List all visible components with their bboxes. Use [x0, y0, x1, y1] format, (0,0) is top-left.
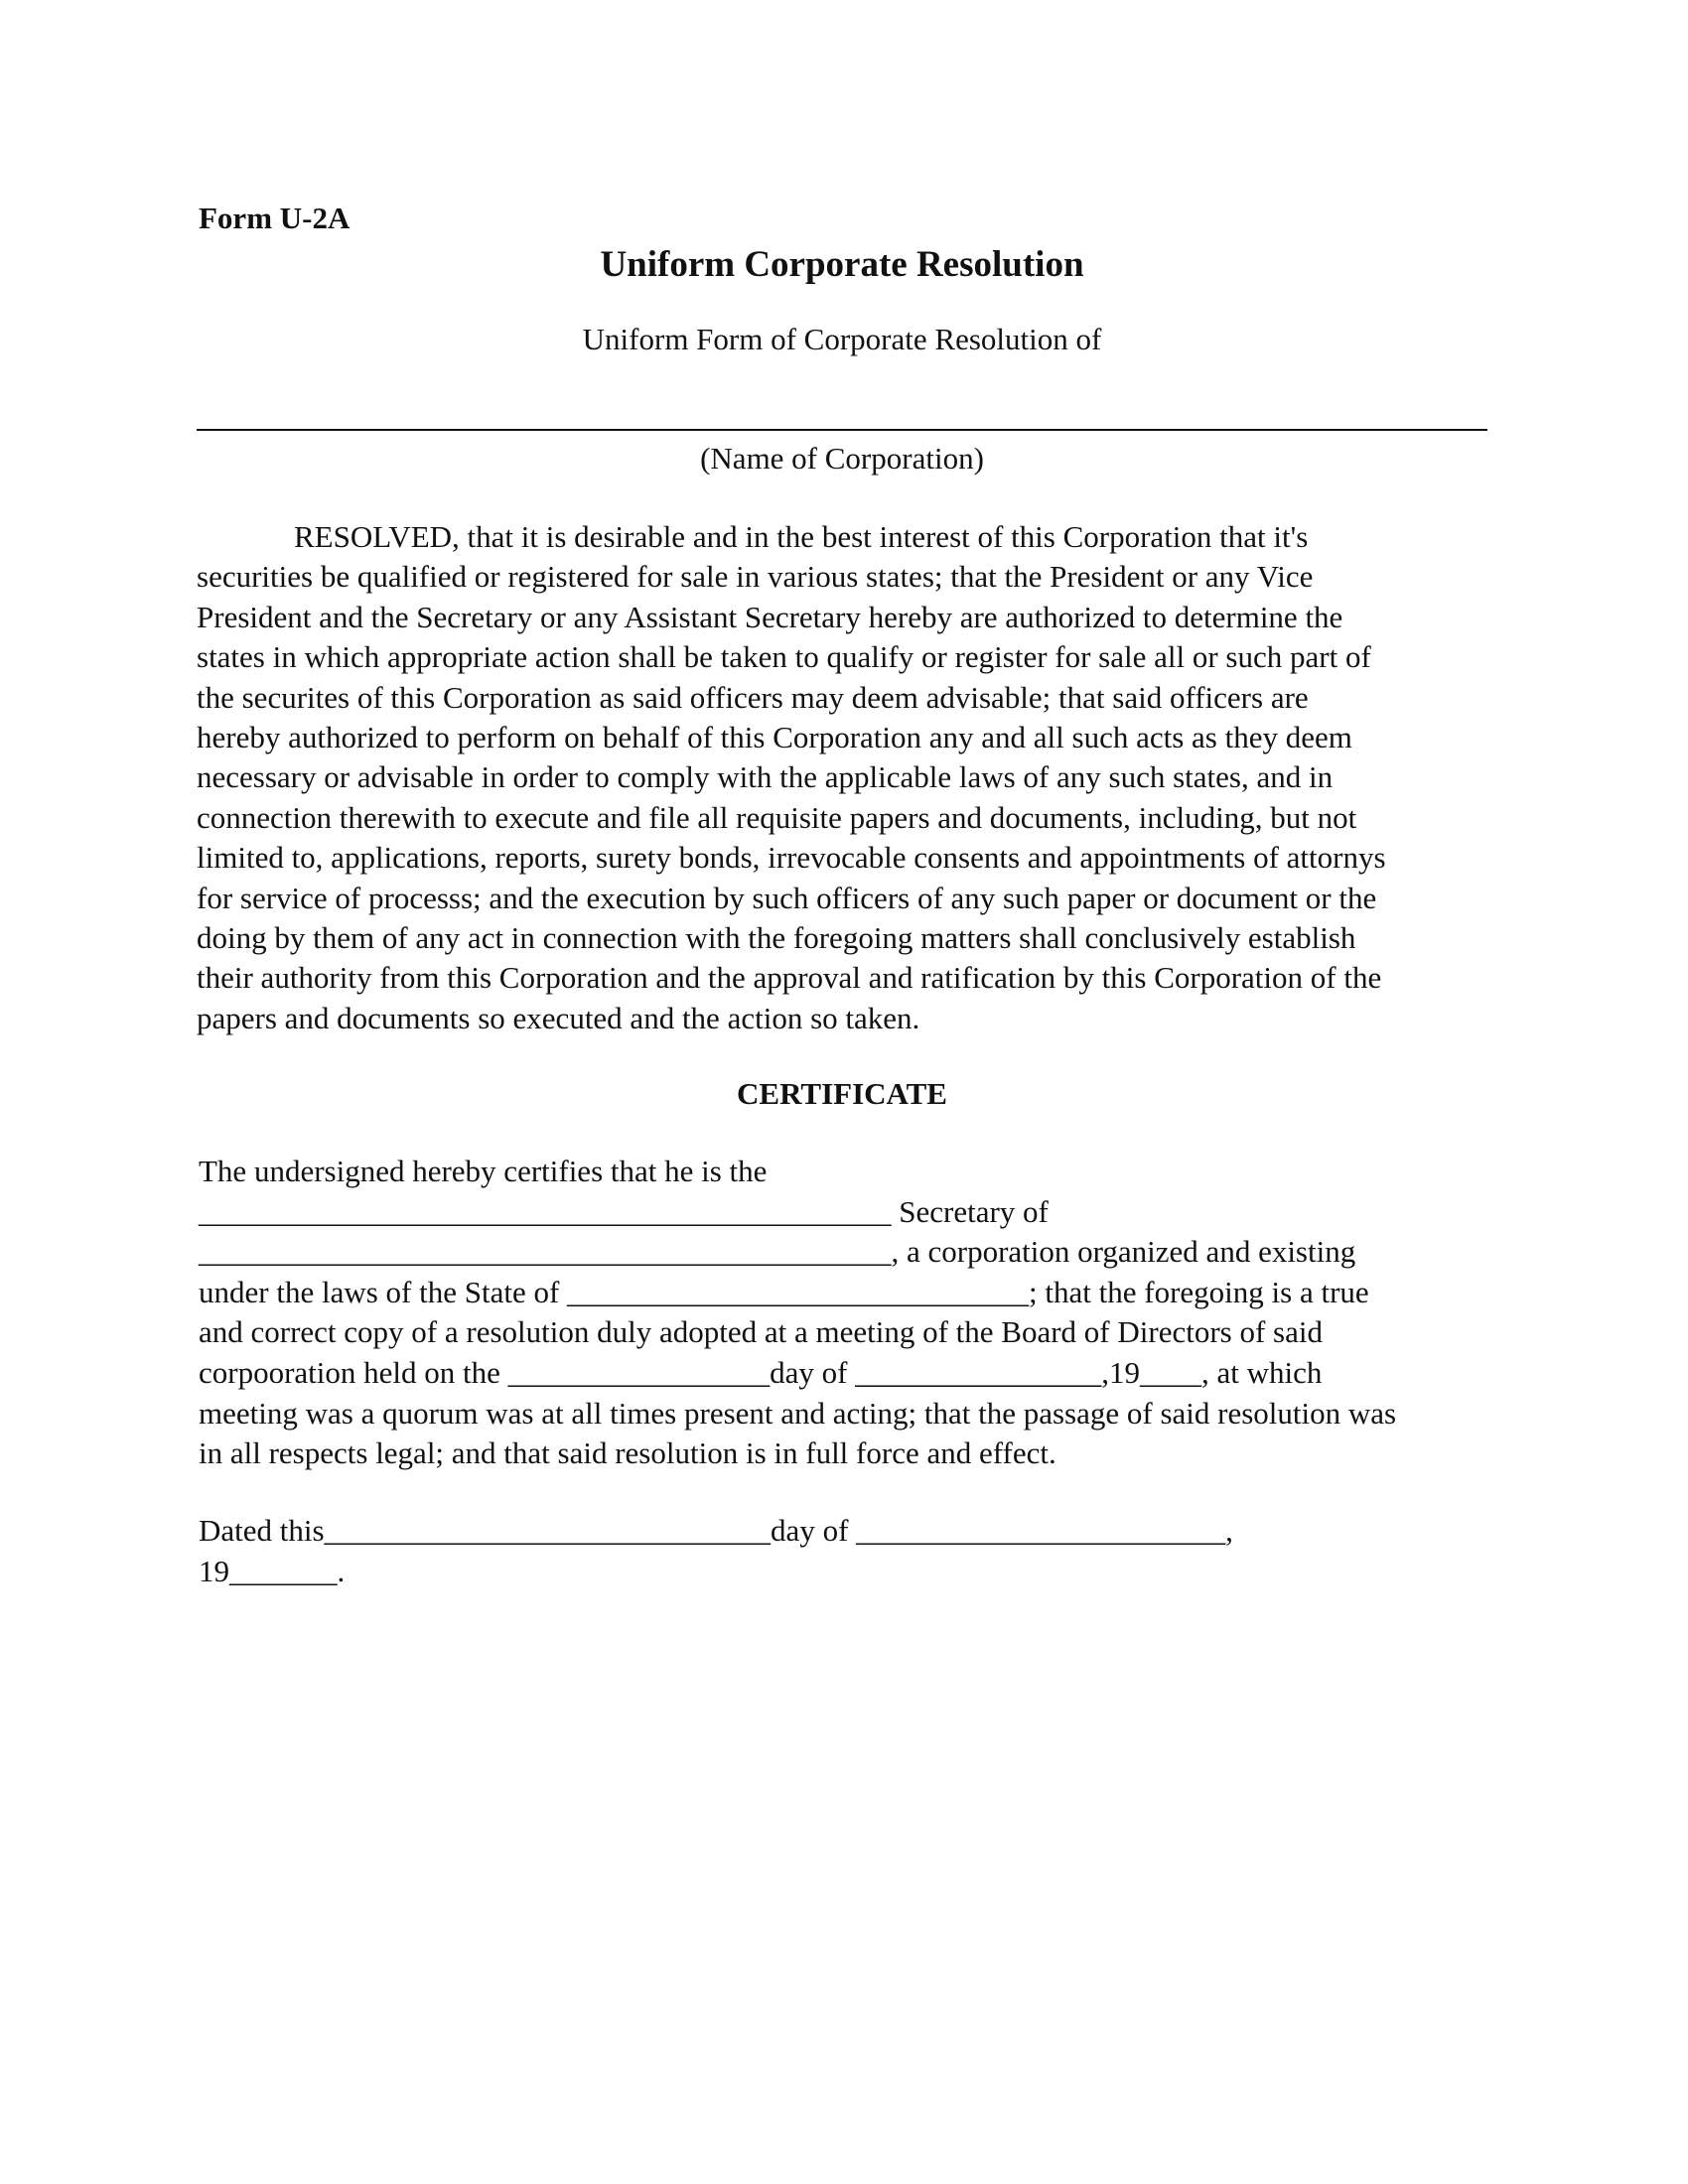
resolution-line: states in which appropriate action shall be taken to qualify or register for sale all or such part of: [197, 639, 1371, 675]
resolution-line: limited to, applications, reports, surety bonds, irrevocable consents and appointments of attornys: [197, 840, 1386, 876]
dated-line: 19_______.: [199, 1553, 346, 1588]
dated-line: Dated this_____________________________day of ________________________,: [199, 1513, 1233, 1548]
resolution-line: securities be qualified or registered for sale in various states; that the President or any Vice: [197, 559, 1314, 595]
resolution-line: doing by them of any act in connection with the foregoing matters shall conclusively establish: [197, 920, 1356, 956]
corporation-name-blank: [197, 429, 1487, 431]
certificate-line: in all respects legal; and that said resolution is in full force and effect.: [199, 1435, 1056, 1471]
resolution-line: necessary or advisable in order to comply with the applicable laws of any such states, and in: [197, 759, 1334, 795]
certificate-line: meeting was a quorum was at all times present and acting; that the passage of said resolution was: [199, 1395, 1397, 1431]
dated-section: [199, 1511, 1489, 1591]
resolution-line: RESOLVED, that it is desirable and in the best interest of this Corporation that it's: [294, 519, 1309, 554]
resolution-line: President and the Secretary or any Assistant Secretary hereby are authorized to determine the: [197, 599, 1343, 634]
certificate-line: _____________________________________________ Secretary of: [199, 1193, 1049, 1229]
resolution-paragraph: [197, 517, 1487, 1038]
resolution-line: papers and documents so executed and the action so taken.: [197, 1000, 920, 1035]
certificate-heading: CERTIFICATE: [737, 1076, 947, 1111]
resolution-line: connection therewith to execute and file all requisite papers and documents, including, but not: [197, 799, 1357, 835]
resolution-line: hereby authorized to perform on behalf of this Corporation any and all such acts as they deem: [197, 720, 1352, 755]
certificate-line: under the laws of the State of ______________________________; that the foregoing is a true: [199, 1274, 1369, 1309]
certificate-paragraph: [199, 1152, 1489, 1474]
document-title: Uniform Corporate Resolution: [600, 244, 1084, 285]
certificate-line: and correct copy of a resolution duly adopted at a meeting of the Board of Directors of said: [199, 1314, 1323, 1350]
resolution-line: the securites of this Corporation as said officers may deem advisable; that said officers are: [197, 679, 1309, 715]
certificate-line: The undersigned hereby certifies that he is the: [199, 1154, 768, 1188]
corporation-name-caption: (Name of Corporation): [700, 441, 984, 476]
certificate-line: corpooration held on the _________________day of ________________,19____, at which: [199, 1354, 1323, 1390]
form-id: Form U-2A: [199, 201, 351, 235]
certificate-line: _____________________________________________, a corporation organized and existing: [199, 1234, 1356, 1270]
resolution-line: for service of processs; and the execution by such officers of any such paper or document or the: [197, 880, 1377, 915]
resolution-line: their authority from this Corporation and the approval and ratification by this Corporation of the: [197, 960, 1382, 996]
document-page: [197, 0, 1487, 2184]
document-subtitle: Uniform Form of Corporate Resolution of: [582, 322, 1102, 356]
